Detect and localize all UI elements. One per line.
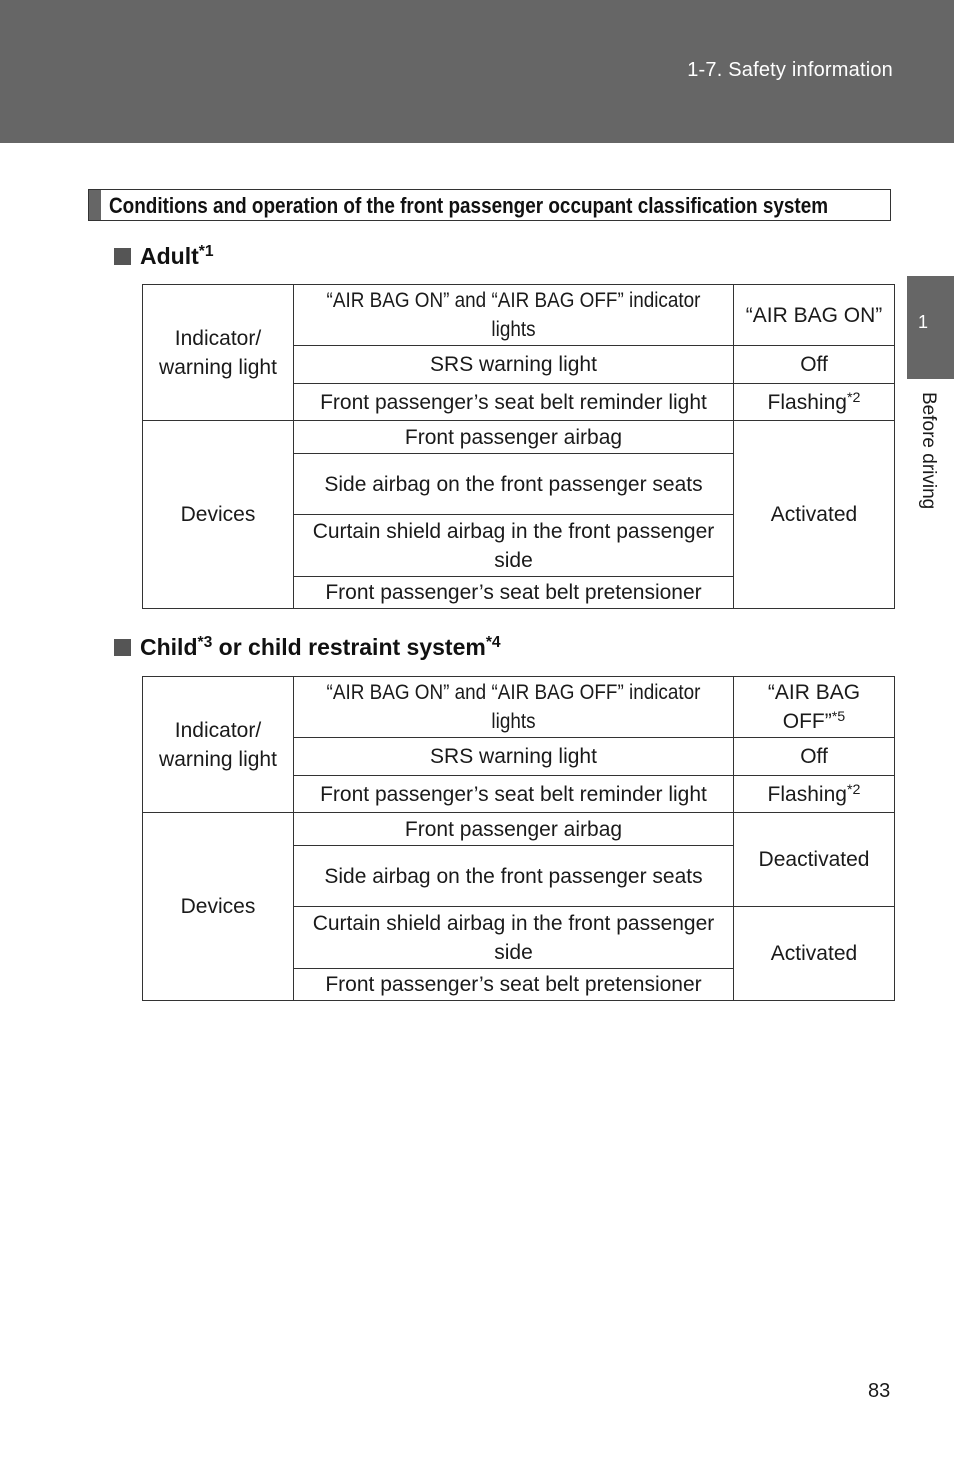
child-heading	[114, 634, 501, 661]
front-airbag-cell: Front passenger airbag	[294, 813, 734, 846]
airbag-lights-text: “AIR BAG ON” and “AIR BAG OFF” indicator lights	[326, 289, 701, 341]
section-heading-marker	[89, 190, 101, 220]
devices-value-cell: Activated	[734, 421, 895, 609]
table-row	[143, 285, 895, 346]
pretensioner-cell: Front passenger’s seat belt pretensioner	[294, 577, 734, 609]
airbag-lights-value: “AIR BAG OFF”	[767, 681, 861, 733]
airbag-lights-value: “AIR BAG ON”	[734, 285, 895, 346]
child-heading-text-2: or child restraint system	[212, 634, 486, 660]
lower-devices-value-cell: Activated	[734, 907, 895, 1001]
chapter-tab	[907, 276, 954, 379]
page-number: 83	[868, 1380, 891, 1402]
belt-reminder-note: *2	[846, 781, 861, 798]
table-row	[143, 677, 895, 738]
table-row	[143, 813, 895, 846]
indicator-label-cell: Indicator/ warning light	[143, 285, 294, 421]
belt-reminder-value-cell	[734, 384, 895, 421]
airbag-lights-note: *5	[831, 708, 846, 725]
indicator-label-cell: Indicator/ warning light	[143, 677, 294, 813]
curtain-airbag-cell: Curtain shield airbag in the front passenger side	[294, 515, 734, 577]
adult-heading-note: *1	[198, 243, 214, 261]
section-heading	[88, 189, 891, 221]
airbag-lights-cell	[294, 677, 734, 738]
child-table	[142, 676, 895, 1001]
adult-heading	[114, 243, 214, 270]
side-airbag-cell: Side airbag on the front passenger seats	[294, 846, 734, 907]
srs-value: Off	[734, 738, 895, 776]
table-row	[143, 421, 895, 454]
chapter-tab-label: Before driving	[918, 392, 939, 510]
front-airbag-cell: Front passenger airbag	[294, 421, 734, 454]
child-heading-note-2: *4	[485, 634, 501, 652]
adult-heading-text: Adult	[140, 243, 199, 269]
devices-label-cell: Devices	[143, 813, 294, 1001]
srs-value: Off	[734, 346, 895, 384]
child-heading-text-1: Child	[140, 634, 198, 660]
pretensioner-cell: Front passenger’s seat belt pretensioner	[294, 969, 734, 1001]
section-heading-text: Conditions and operation of the front passenger occupant classification system	[109, 193, 829, 218]
upper-devices-value-cell: Deactivated	[734, 813, 895, 907]
belt-reminder-cell: Front passenger’s seat belt reminder light	[294, 776, 734, 813]
curtain-airbag-cell: Curtain shield airbag in the front passenger side	[294, 907, 734, 969]
belt-reminder-cell: Front passenger’s seat belt reminder light	[294, 384, 734, 421]
belt-reminder-note: *2	[846, 389, 861, 406]
square-bullet-icon	[114, 639, 131, 656]
square-bullet-icon	[114, 248, 131, 265]
chapter-tab-number: 1	[918, 312, 929, 332]
devices-label-cell: Devices	[143, 421, 294, 609]
header-title: 1-7. Safety information	[687, 59, 893, 81]
airbag-lights-cell	[294, 285, 734, 346]
child-heading-note-1: *3	[197, 634, 213, 652]
srs-light-cell: SRS warning light	[294, 738, 734, 776]
airbag-lights-value-cell	[734, 677, 895, 738]
side-airbag-cell: Side airbag on the front passenger seats	[294, 454, 734, 515]
adult-table	[142, 284, 895, 609]
belt-reminder-value-cell	[734, 776, 895, 813]
belt-reminder-value: Flashing	[767, 390, 847, 414]
srs-light-cell: SRS warning light	[294, 346, 734, 384]
belt-reminder-value: Flashing	[767, 782, 847, 806]
airbag-lights-text: “AIR BAG ON” and “AIR BAG OFF” indicator lights	[326, 681, 701, 733]
